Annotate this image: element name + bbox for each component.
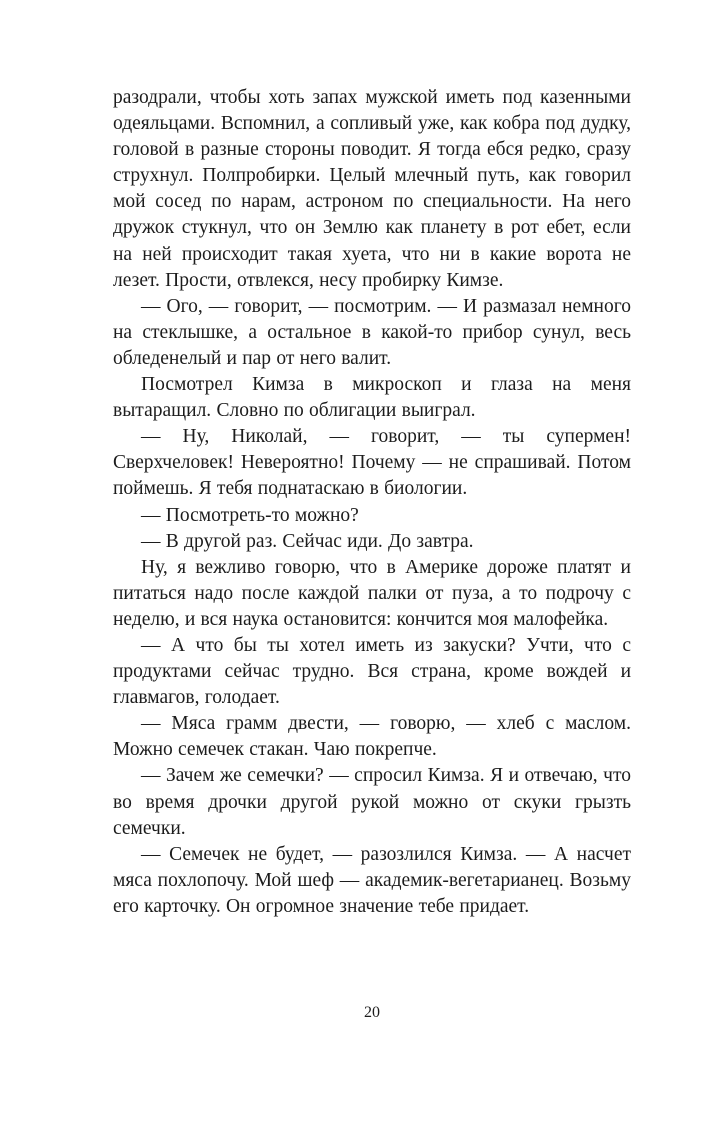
paragraph: — Ого, — говорит, — посмотрим. — И размазал немного на стеклышке, а остальное в какой-то прибор сунул, весь обледенелый и пар от него валит.: [113, 295, 631, 369]
paragraph: — Семечек не будет, — разозлился Кимза. — А насчет мяса похлопочу. Мой шеф — академик-вегетарианец. Возьму его карточку. Он огромное значение тебе придает.: [113, 843, 631, 917]
paragraph: — Зачем же семечки? — спросил Кимза. Я и отвечаю, что во время дрочки другой рукой можно от скуки грызть семечки.: [113, 765, 631, 839]
paragraph: — А что бы ты хотел иметь из закуски? Учти, что с продуктами сейчас трудно. Вся страна, кроме вождей и главмагов, голодает.: [113, 634, 631, 709]
paragraph: Ну, я вежливо говорю, что в Америке дороже платят и питаться надо после каждой палки от пуза, а то подрочу с неделю, и вся наука остановится: кончится моя малофейка.: [113, 556, 631, 630]
paragraph: — Посмотреть-то можно?: [141, 504, 359, 526]
page-number: 20: [364, 1004, 380, 1021]
paragraph: разодрали, чтобы хоть запах мужской иметь под казенными одеяльцами. Вспомнил, а сопливый уже, как кобра под дудку, головой в разные стороны поводит. Я тогда ебся редко, сразу струхнул. Полпробирки. Целый млечный путь, как говорил мой сосед по нарам, астроном по специальности. На него дружок стукнул, что он Землю как планету в рот ебет, если на ней происходит такая хуета, что ни в какие ворота не лезет. Прости, отвлекся, несу пробирку Кимзе.: [113, 87, 631, 291]
paragraph: — Ну, Николай, — говорит, — ты супермен! Сверхчеловек! Невероятно! Почему — не спрашивай. Потом поймешь. Я тебя поднатаскаю в биологии.: [113, 426, 631, 500]
paragraph: — Мяса грамм двести, — говорю, — хлеб с маслом. Можно семечек стакан. Чаю покрепче.: [113, 713, 631, 761]
paragraph: Посмотрел Кимза в микроскоп и глаза на меня вытаращил. Словно по облигации выиграл.: [113, 374, 631, 422]
paragraph: — В другой раз. Сейчас иди. До завтра.: [141, 530, 474, 552]
page-text: [113, 85, 631, 920]
